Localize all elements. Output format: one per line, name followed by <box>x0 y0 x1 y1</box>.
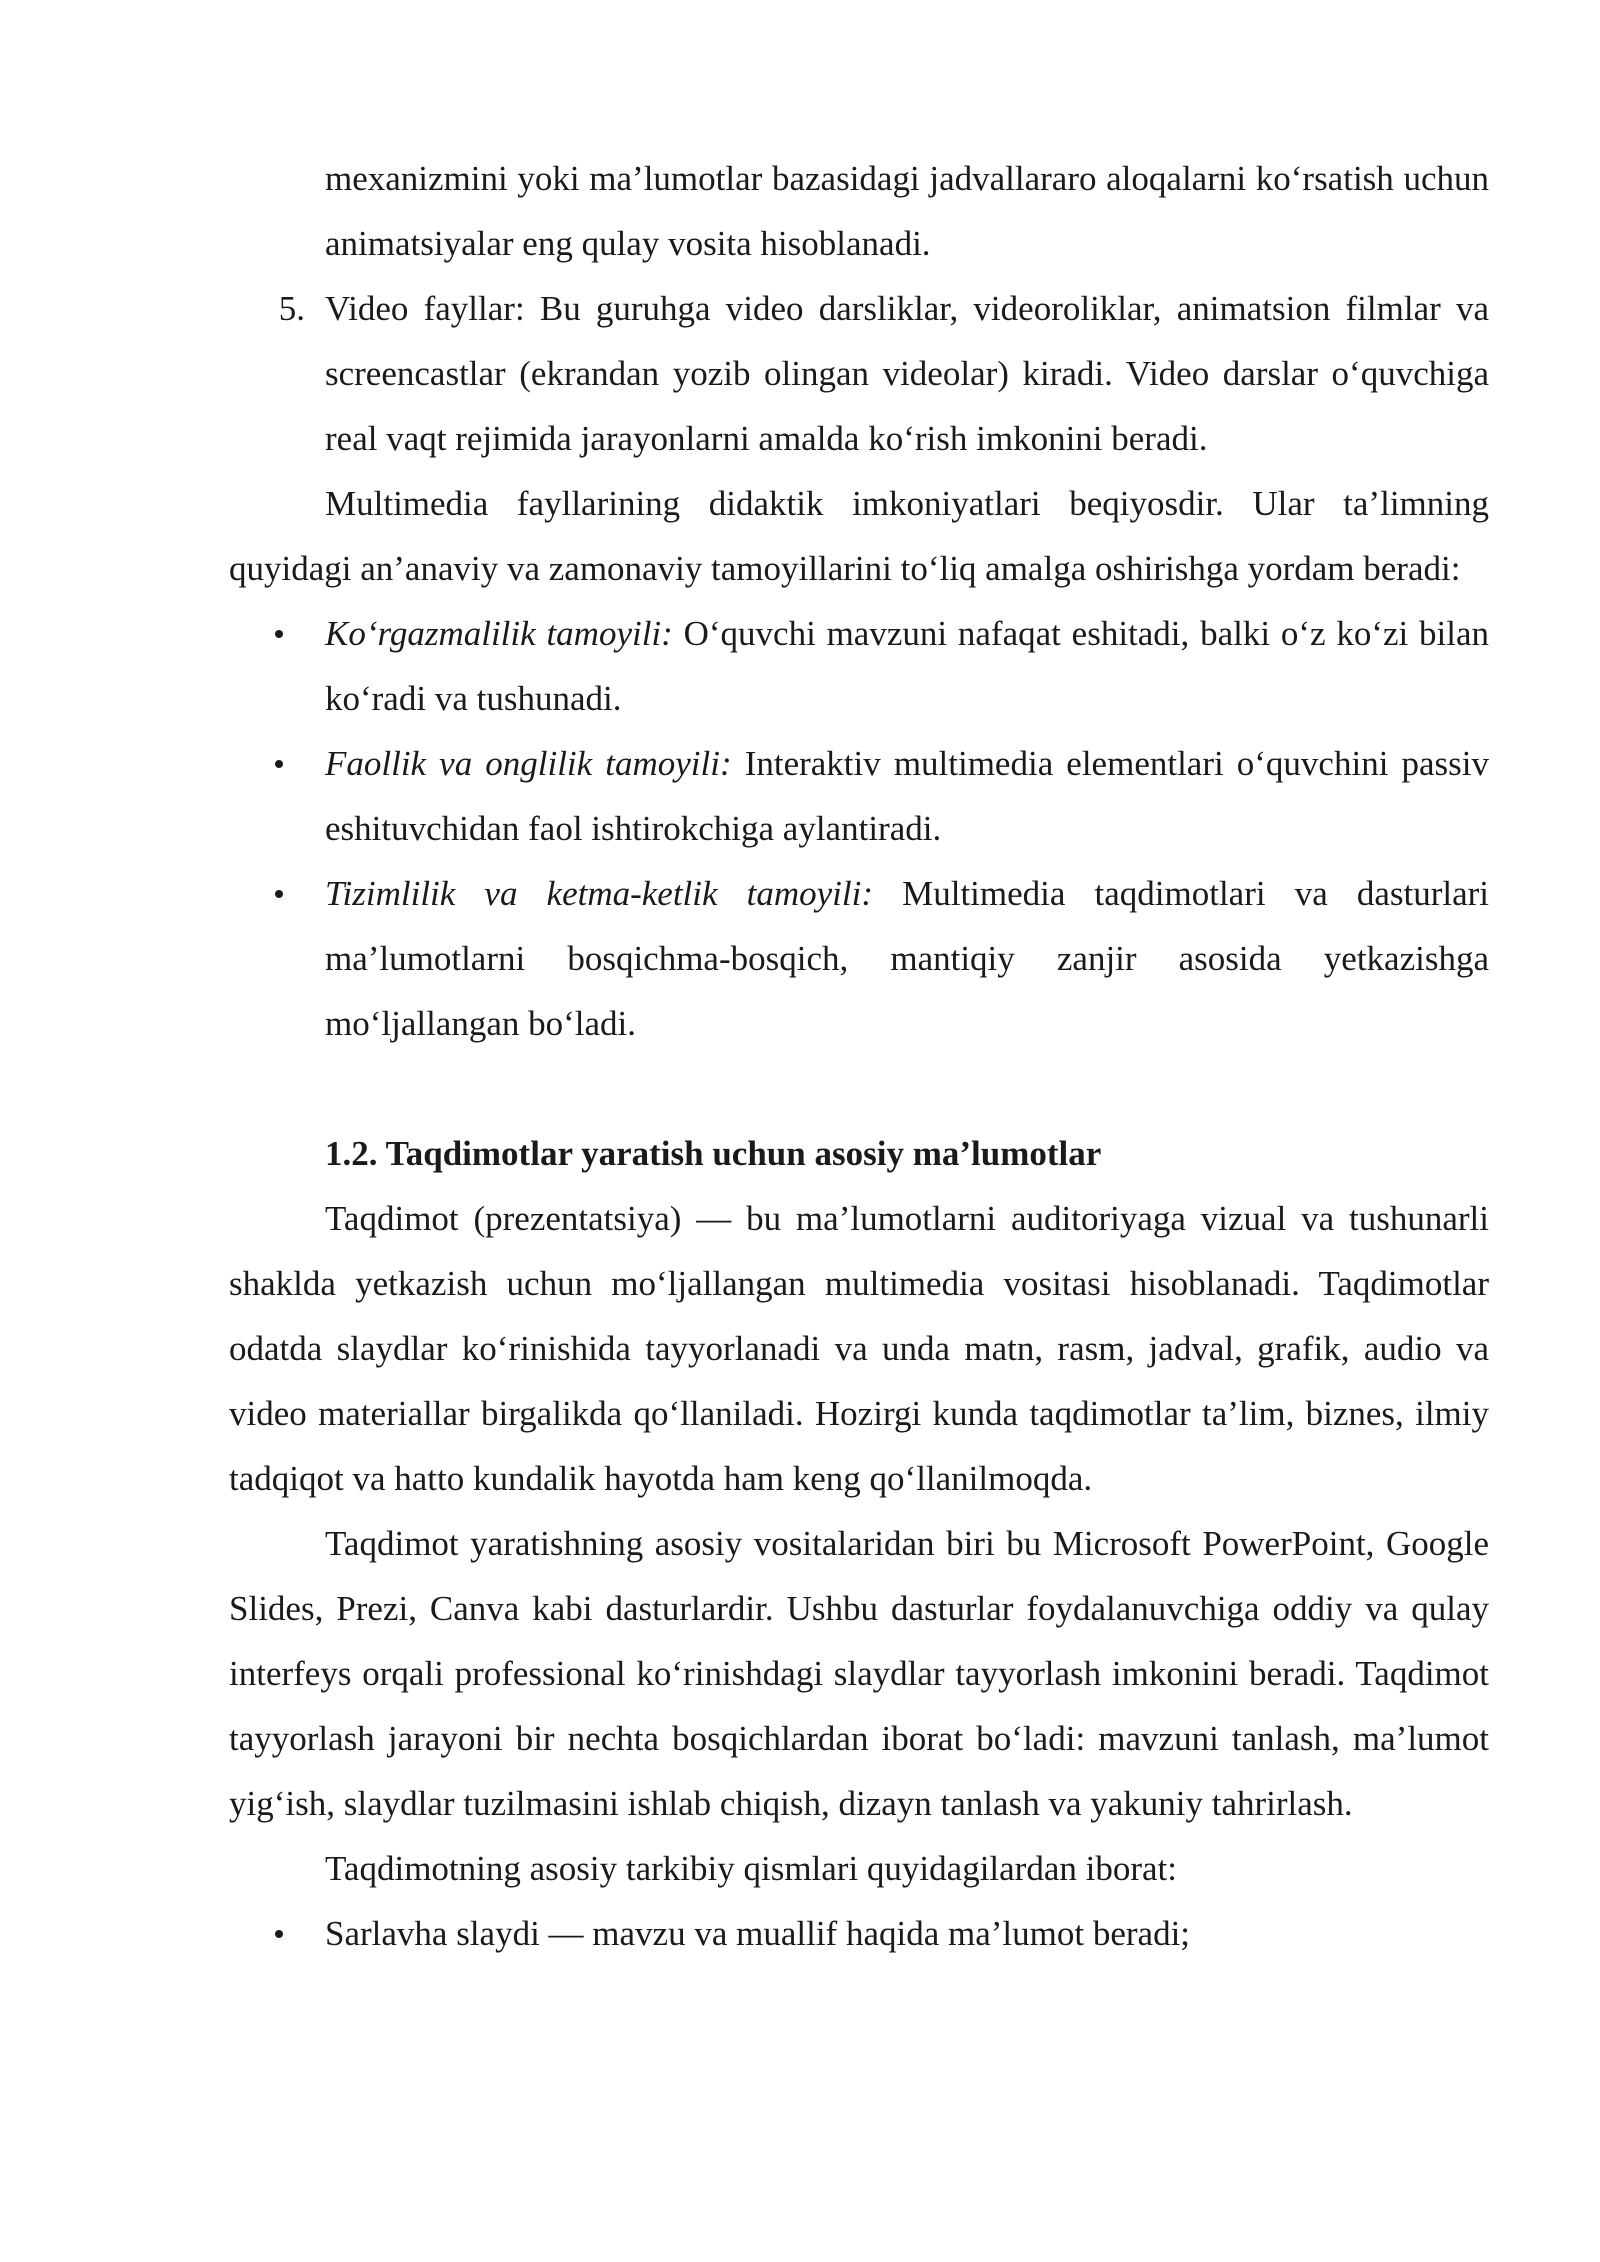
principle-text <box>325 861 1489 1056</box>
paragraph-multimedia: Multimedia fayllarining didaktik imkoniyatlari beqiyosdir. Ular ta’limning quyidagi an’anaviy va zamonaviy tamoyillarini to‘liq amalga oshirishga yordam beradi: <box>229 484 1489 588</box>
bullet-icon <box>275 890 283 898</box>
component-text: Sarlavha slaydi — mavzu va muallif haqida ma’lumot beradi; <box>325 1914 1191 1953</box>
bullet-item-principle-1 <box>229 601 1489 731</box>
bullet-item-principle-2 <box>229 731 1489 861</box>
list-item-continuation: mexanizmini yoki ma’lumotlar bazasidagi jadvallararo aloqalarni ko‘rsatish uchun animatsiyalar eng qulay vosita hisoblanadi. <box>325 159 1489 263</box>
document-page <box>229 146 1489 1966</box>
principle-text <box>325 601 1489 731</box>
principle-description: Multimedia taqdimotlari va dasturlari ma’lumotlarni bosqichma-bosqich, mantiqiy zanjir asosida yetkazishga mo‘ljallangan bo‘ladi. <box>325 874 1489 1043</box>
bullet-item-principle-3 <box>229 861 1489 1056</box>
principle-description: Interaktiv multimedia elementlari o‘quvchini passiv eshituvchidan faol ishtirokchiga aylantiradi. <box>325 744 1489 848</box>
section-heading: 1.2. Taqdimotlar yaratish uchun asosiy ma’lumotlar <box>325 1134 1102 1173</box>
bullet-icon <box>275 760 283 768</box>
numbered-list-item-5 <box>229 276 1489 471</box>
bullet-icon <box>275 630 283 638</box>
bullet-item-component-1 <box>229 1901 1489 1966</box>
paragraph-components-intro: Taqdimotning asosiy tarkibiy qismlari quyidagilardan iborat: <box>325 1849 1177 1888</box>
paragraph-taqdimot-definition: Taqdimot (prezentatsiya) — bu ma’lumotlarni auditoriyaga vizual va tushunarli shaklda yetkazish uchun mo‘ljallangan multimedia vositasi hisoblanadi. Taqdimotlar odatda slaydlar ko‘rinishida tayyorlanadi va unda matn, rasm, jadval, grafik, audio va video materiallar birgalikda qo‘llaniladi. Hozirgi kunda taqdimotlar ta’lim, biznes, ilmiy tadqiqot va hatto kundalik hayotda ham keng qo‘llanilmoqda. <box>229 1199 1489 1498</box>
principle-term: Ko‘rgazmalilik tamoyili: <box>325 614 673 653</box>
principle-term: Tizimlilik va ketma-ketlik tamoyili: <box>325 874 874 913</box>
paragraph-taqdimot-tools: Taqdimot yaratishning asosiy vositalaridan biri bu Microsoft PowerPoint, Google Slides, Prezi, Canva kabi dasturlardir. Ushbu dasturlar foydalanuvchiga oddiy va qulay interfeys orqali professional ko‘rinishdagi slaydlar tayyorlash imkonini beradi. Taqdimot tayyorlash jarayoni bir nechta bosqichlardan iborat bo‘ladi: mavzuni tanlash, ma’lumot yig‘ish, slaydlar tuzilmasini ishlab chiqish, dizayn tanlash va yakuniy tahrirlash. <box>229 1524 1489 1823</box>
list-number: 5. <box>278 289 305 328</box>
list-item-text: Video fayllar: Bu guruhga video darsliklar, videoroliklar, animatsion filmlar va screencastlar (ekrandan yozib olingan videolar) kiradi. Video darslar o‘quvchiga real vaqt rejimida jarayonlarni amalda ko‘rish imkonini beradi. <box>325 289 1489 458</box>
principle-description: O‘quvchi mavzuni nafaqat eshitadi, balki o‘z ko‘zi bilan ko‘radi va tushunadi. <box>325 614 1490 718</box>
principle-term: Faollik va onglilik tamoyili: <box>325 744 732 783</box>
principle-text <box>325 731 1489 861</box>
bullet-icon <box>275 1930 283 1938</box>
